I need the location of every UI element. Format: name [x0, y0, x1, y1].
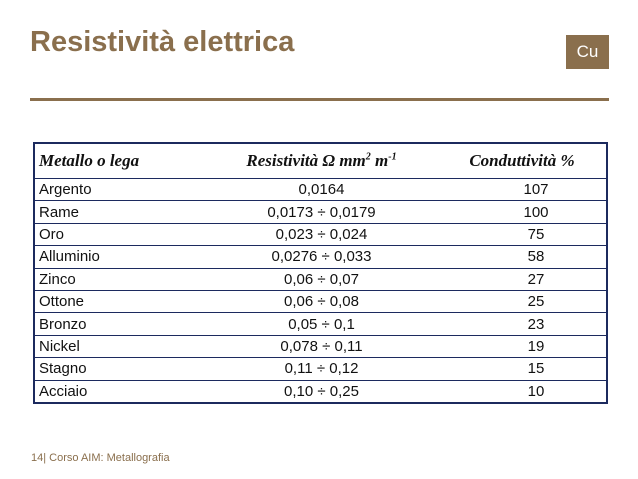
cell-conductivity: 100 [438, 201, 606, 223]
cell-resistivity: 0,0173 ÷ 0,0179 [205, 201, 438, 223]
cell-metal: Zinco [35, 268, 205, 290]
cell-resistivity: 0,06 ÷ 0,07 [205, 268, 438, 290]
cell-resistivity: 0,10 ÷ 0,25 [205, 380, 438, 402]
cell-conductivity: 75 [438, 223, 606, 245]
header-metal: Metallo o lega [35, 144, 205, 179]
cell-resistivity: 0,023 ÷ 0,024 [205, 223, 438, 245]
table-row [35, 246, 606, 268]
cell-metal: Oro [35, 223, 205, 245]
cell-resistivity: 0,06 ÷ 0,08 [205, 290, 438, 312]
footer-caption: 14| Corso AIM: Metallografia [31, 452, 170, 464]
cell-metal: Alluminio [35, 246, 205, 268]
header-resistivity-label: Resistività Ω mm [246, 151, 366, 170]
page-title: Resistività elettrica [30, 26, 295, 58]
header-conductivity: Conduttività % [438, 144, 606, 179]
table-row [35, 335, 606, 357]
table-header-row [35, 144, 606, 179]
cell-metal: Acciaio [35, 380, 205, 402]
header-resistivity-unit: m [370, 151, 389, 170]
header-resistivity-exp2: -1 [388, 151, 397, 163]
cell-resistivity: 0,0276 ÷ 0,033 [205, 246, 438, 268]
cell-conductivity: 107 [523, 181, 549, 199]
cell-metal: Ottone [35, 290, 205, 312]
cell-conductivity: 25 [438, 290, 606, 312]
cell-conductivity: 58 [438, 246, 606, 268]
cell-conductivity: 10 [438, 380, 606, 402]
cell-conductivity: 19 [438, 335, 606, 357]
resistivity-table [33, 142, 608, 404]
cell-conductivity: 15 [438, 358, 606, 380]
cell-conductivity: 23 [438, 313, 606, 335]
cell-resistivity: 0,078 ÷ 0,11 [205, 335, 438, 357]
header-resistivity [205, 144, 438, 179]
cell-metal: Argento [39, 181, 92, 199]
table-row [35, 313, 606, 335]
cell-metal: Stagno [35, 358, 205, 380]
cell-metal: Rame [35, 201, 205, 223]
table-row [35, 223, 606, 245]
cell-metal: Nickel [35, 335, 205, 357]
cell-metal: Bronzo [35, 313, 205, 335]
cell-resistivity: 0,0164 [298, 181, 345, 199]
copper-logo [566, 35, 609, 69]
cell-resistivity: 0,05 ÷ 0,1 [205, 313, 438, 335]
table-row [35, 290, 606, 312]
header-resistivity-exp1: 2 [365, 151, 371, 163]
table-row [35, 380, 606, 402]
table-row [35, 179, 606, 201]
logo-text: Cu [576, 42, 599, 61]
table-row [35, 268, 606, 290]
cell-conductivity: 27 [438, 268, 606, 290]
cell-resistivity: 0,11 ÷ 0,12 [205, 358, 438, 380]
title-divider [30, 98, 609, 101]
table-row [35, 201, 606, 223]
table-row [35, 358, 606, 380]
